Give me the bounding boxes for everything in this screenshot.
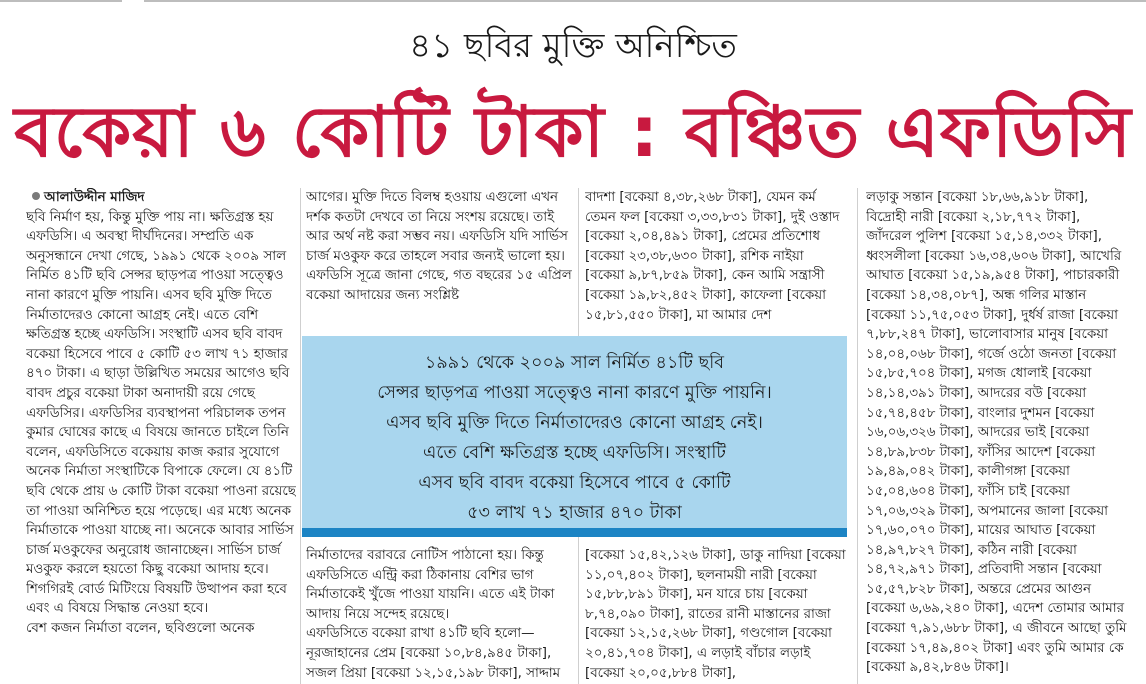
paragraph: বেশ কজন নির্মাতা বলেন, ছবিগুলো অনেক <box>26 621 255 637</box>
byline: আলাউদ্দীন মাজিদ <box>44 190 145 205</box>
article-column-3-lower <box>585 546 847 684</box>
byline-bullet-icon <box>32 192 40 200</box>
pull-quote-line: ১৯৯১ থেকে ২০০৯ সাল নির্মিত ৪১টি ছবি <box>424 353 725 373</box>
article-column-1 <box>26 188 296 684</box>
top-rule-gap <box>122 0 144 3</box>
paragraph: আগের। মুক্তি দিতে বিলম্ব হওয়ায় এগুলো এখন দর্শক কতটা দেখবে তা নিয়ে সংশয় রয়েছে। তাই আর অর্থ নষ্ট করা সম্ভব নয়। এফডিসি যদি সার্ভিস চার্জ মওকুফ করে তাহলে সবার জন্যই ভালো হয়। <box>306 190 568 264</box>
top-rule <box>0 0 1146 2</box>
paragraph: [বকেয়া ১৫,৪২,১২৬ টাকা], ডাকু নাদিয়া [বকেয়া ১১,০৭,৪০২ টাকা], ছলনাময়ী নারী [বকেয়া ১৫,৮৮,৮৯১ টাকা], মন যারে চায় [বকেয়া ৮,৭৪,০৯০ টাকা], রাতের রানী মাস্তানের রাজা [বকেয়া ১২,১৫,২৬৮ টাকা], গণ্ডগোল [বকেয়া ২০,৪১,৭০৪ টাকা], এ লড়াই বাঁচার লড়াই [বকেয়া ২০,০৫,৮৮৪ টাকা], <box>585 548 846 681</box>
paragraph: ছবি নির্মাণ হয়, কিন্তু মুক্তি পায় না। ক্ষতিগ্রস্ত হয় এফডিসি। এ অবস্থা দীর্ঘদিনের। সম্প্রতি এক অনুসন্ধানে দেখা গেছে, ১৯৯১ থেকে ২০০৯ সাল নির্মিত ৪১টি ছবি সেন্সর ছাড়পত্র পাওয়া সত্ত্বেও নানা কারণে মুক্তি পায়নি। এসব ছবি মুক্তি দিতে নির্মাতাদেরও কোনো আগ্রহ নেই। এতে বেশি ক্ষতিগ্রস্ত হচ্ছে এফডিসি। সংস্থাটি এসব ছবি বাবদ বকেয়া হিসেবে পাবে ৫ কোটি ৫৩ লাখ ৭১ হাজার ৪৭০ টাকা। এ ছাড়া উল্লিখিত সময়ের আগেও ছবি বাবদ প্রচুর বকেয়া টাকা অনাদায়ী রয়ে গেছে এফডিসির। এফডিসির ব্যবস্থাপনা পরিচালক তপন কুমার ঘোষের কাছে এ বিষয়ে জানতে চাইলে তিনি বলেন, এফডিসিতে বকেয়ায় কাজ করার সুযোগে অনেক নির্মাতা সংস্থাটিকে বিপাকে ফেলে। যে ৪১টি ছবি থেকে প্রায় ৬ কোটি টাকা বকেয়া পাওনা রয়েছে তা পাওয়া অনিশ্চিত হয়ে পড়েছে। এর মধ্যে অনেক নির্মাতাকে পাওয়া যাচ্ছে না। অনেকে আবার সার্ভিস চার্জ মওকুফের অনুরোধ জানাচ্ছেন। সার্ভিস চার্জ মওকুফ করলে হয়তো কিছু বকেয়া আদায় হবে। শিগগিরই বোর্ড মিটিংয়ে বিষয়টি উত্থাপন করা হবে এবং এ বিষয়ে সিদ্ধান্ত নেওয়া হবে। <box>26 209 296 617</box>
paragraph: লড়াকু সন্তান [বকেয়া ১৮,৬৬,৯১৮ টাকা], বিদ্রোহী নারী [বকেয়া ২,১৮,৭৭২ টাকা], জাঁদরেল পুলিশ [বকেয়া ১৫,১৪,৩৩২ টাকা], ধ্বংসলীলা [বকেয়া ১৬,৩৪,৬০৬ টাকা], আখেরি আঘাত [বকেয়া ১৫,১৯,৯৫৪ টাকা], পাচারকারী [বকেয়া ১৪,৩৪,০৮৭], অন্ধ গলির মাস্তান [বকেয়া ১১,৭৫,০৫৩ টাকা], দুর্ধর্ষ রাজা [বকেয়া ৭,৮৮,২৪৭ টাকা], ভালোবাসার মানুষ [বকেয়া ১৪,০৪,০৬৮ টাকা], গর্জে ওঠো জনতা [বকেয়া ১৫,৮৫,৭০৪ টাকা], মগজ ধোলাই [বকেয়া ১৪,১৪,৩৯১ টাকা], আদরের বউ [বকেয়া ১৫,৭৪,৪৫৮ টাকা], বাংলার দুশমন [বকেয়া ১৬,০৬,৩২৬ টাকা], আদরের ভাই [বকেয়া ১৪,৮৯,৮৩৮ টাকা], ফাঁসির আদেশ [বকেয়া ১৯,৪৯,০৪২ টাকা], কালীগঙ্গা [বকেয়া ১৫,০৪,৬০৪ টাকা], ফাঁসি চাই [বকেয়া ১৭,০৬,৩২৯ টাকা], অপমানের জালা [বকেয়া ১৭,৬০,০৭০ টাকা], মায়ের আঘাত [বকেয়া ১৪,৯৭,৮২৭ টাকা], কঠিন নারী [বকেয়া ১৪,৭২,৯৭১ টাকা], প্রতিবাদী সন্তান [বকেয়া ১৫,৫৭,৮২৮ টাকা], অন্তরে প্রেমের আগুন [বকেয়া ৬,৬৯,২৪০ টাকা], এদেশ তোমার আমার [বকেয়া ৭,৯১,৬৮৮ টাকা], এ জীবনে আছো তুমি [বকেয়া ১৭,৪৯,৪০২ টাকা] এবং তুমি আমার কে [বকেয়া ৯,৪২,৮৪৬ টাকা]। <box>866 190 1127 676</box>
column-divider <box>300 188 301 684</box>
article-column-4 <box>866 188 1128 684</box>
paragraph: নির্মাতাদের বরাবরে নোটিস পাঠানো হয়। কিন্তু এফডিসিতে এন্ট্রি করা ঠিকানায় বেশির ভাগ নির্মাতাকেই খুঁজে পাওয়া যায়নি। এতে এই টাকা আদায় নিয়ে সন্দেহ রয়েছে। <box>306 548 555 622</box>
column-divider <box>857 188 858 684</box>
pull-quote-bar <box>302 528 847 537</box>
paragraph: এফডিসিতে বকেয়া রাখা ৪১টি ছবি হলো— নূরজাহানের প্রেম [বকেয়া ১০,৮৪,৯৪৫ টাকা], সজল প্রিয়া [বকেয়া ১২,১৫,১৯৮ টাকা], সাদ্দাম <box>306 626 561 681</box>
article-column-3 <box>585 188 847 322</box>
pull-quote-line: সেন্সর ছাড়পত্র পাওয়া সত্ত্বেও নানা কারণে মুক্তি পায়নি। <box>377 383 772 403</box>
pull-quote-line: ৫৩ লাখ ৭১ হাজার ৪৭০ টাকা <box>467 503 682 523</box>
pull-quote-line: এসব ছবি বাবদ বকেয়া হিসেবে পাবে ৫ কোটি <box>418 473 731 493</box>
kicker: ৪১ ছবির মুক্তি অনিশ্চিত <box>409 26 737 66</box>
pull-quote-line: এতে বেশি ক্ষতিগ্রস্ত হচ্ছে এফডিসি। সংস্থাটি <box>422 443 726 463</box>
article-column-2-lower <box>306 546 572 684</box>
paragraph: বাদশা [বকেয়া ৪,৩৮,২৬৮ টাকা], যেমন কর্ম তেমন ফল [বকেয়া ৩,৩৩,৮৩১ টাকা], দুই ওস্তাদ [বকেয়া ২,০৪,৪৯১ টাকা], প্রেমের প্রতিশোধ [বকেয়া ২৩,৩৮,৬৩০ টাকা], রশিক নাইয়া [বকেয়া ৯,৮৭,৮৫৯ টাকা], কেন আমি সন্ত্রাসী [বকেয়া ১৯,৮২,৪৫২ টাকা], কাফেলা [বকেয়া ১৫,৮১,৫৫০ টাকা], মা আমার দেশ <box>585 190 840 322</box>
byline-line <box>26 188 296 208</box>
pull-quote-line: এসব ছবি মুক্তি দিতে নির্মাতাদেরও কোনো আগ্রহ নেই। <box>386 413 763 433</box>
pull-quote-box <box>302 336 847 528</box>
headline: বকেয়া ৬ কোটি টাকা : বঞ্চিত এফডিসি <box>14 91 1132 173</box>
article-column-2 <box>306 188 572 322</box>
paragraph: এফডিসি সূত্রে জানা গেছে, গত বছরের ১৫ এপ্রিল বকেয়া আদায়ের জন্য সংশ্লিষ্ট <box>306 268 572 303</box>
